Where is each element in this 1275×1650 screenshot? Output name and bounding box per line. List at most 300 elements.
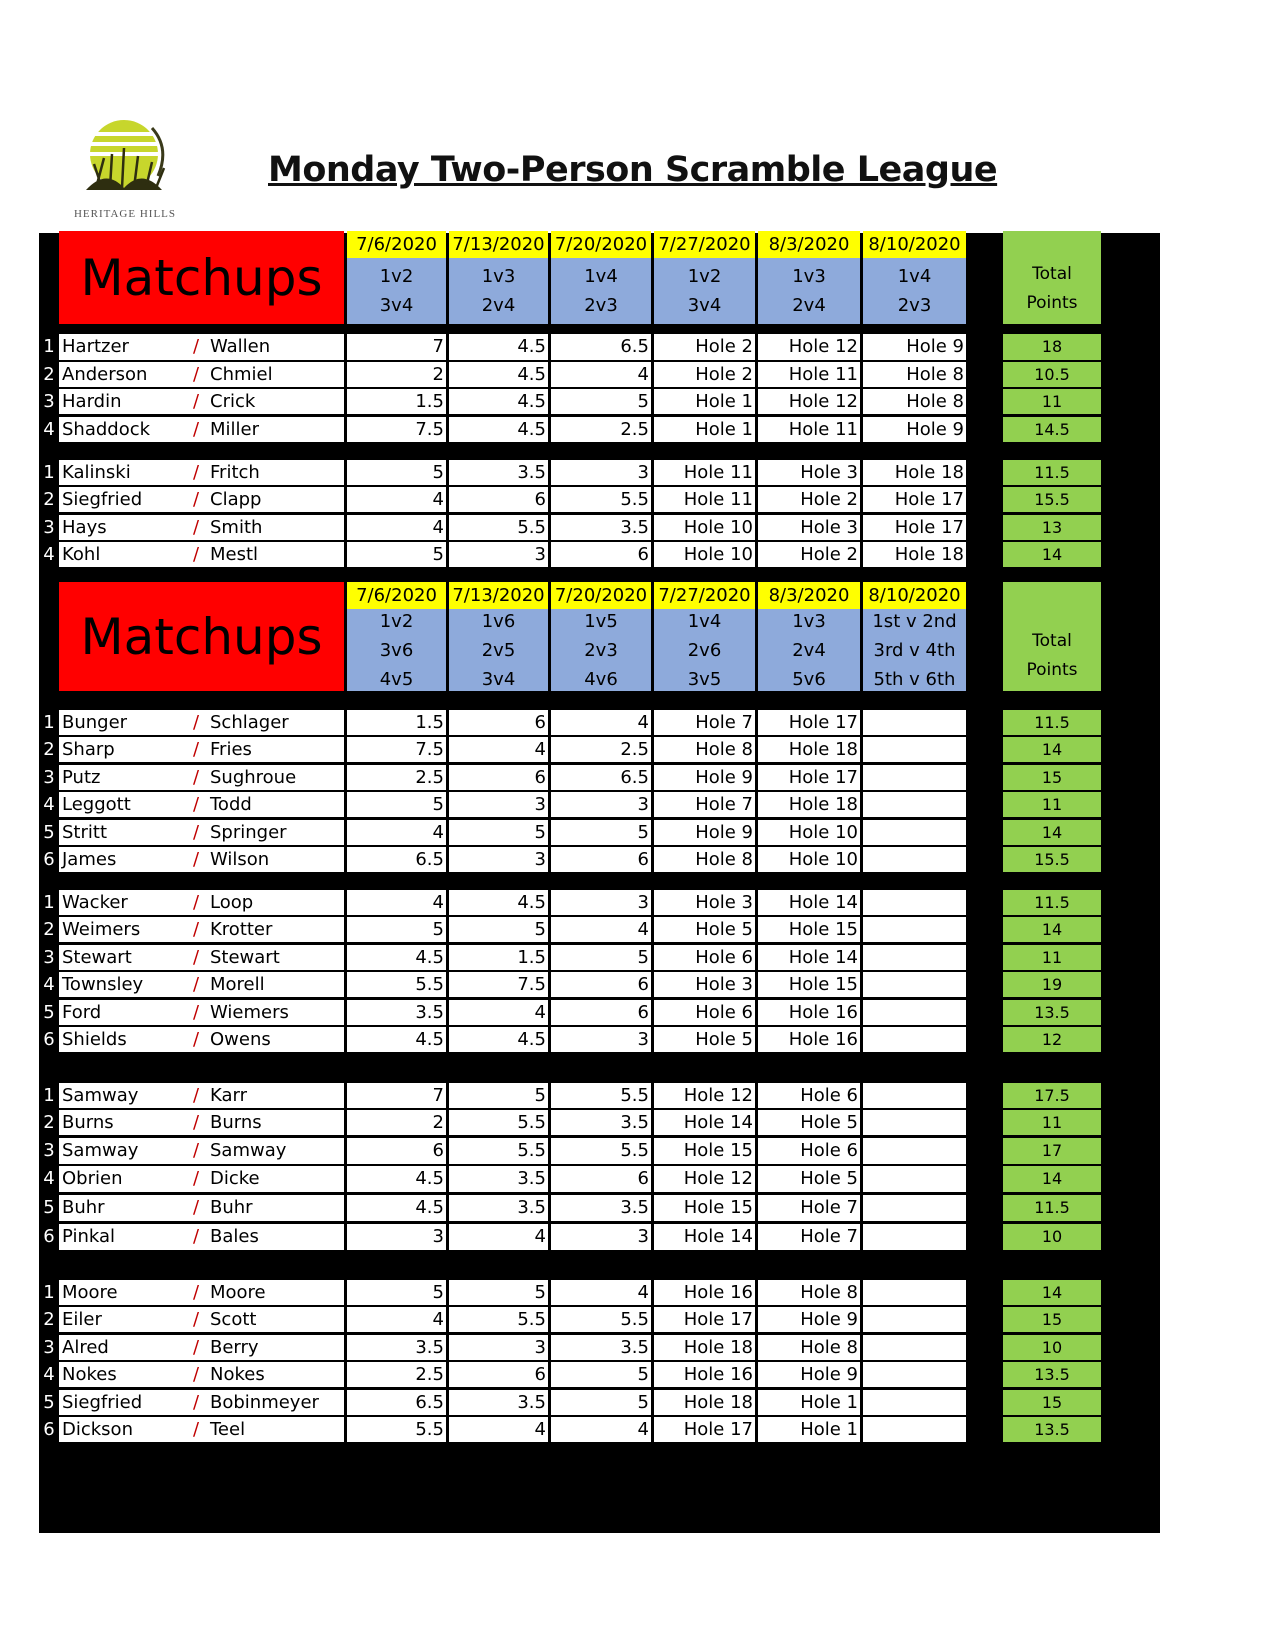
total-points: 11 bbox=[1003, 945, 1101, 970]
player-one: Siegfried bbox=[59, 1390, 185, 1415]
pairing: 1st v 2nd bbox=[872, 610, 957, 632]
pairing: 1v5 bbox=[584, 610, 618, 632]
week-result bbox=[863, 1083, 966, 1108]
week-result bbox=[863, 1335, 966, 1360]
week-result: 4 bbox=[449, 1000, 548, 1025]
week-result: 2.5 bbox=[551, 737, 651, 762]
week-result: 5 bbox=[347, 542, 446, 567]
total-points: 15 bbox=[1003, 1390, 1101, 1415]
total-points-label: Total bbox=[1032, 264, 1072, 284]
week-result: Hole 8 bbox=[654, 737, 755, 762]
week-result: 2.5 bbox=[347, 765, 446, 790]
player-two: Springer bbox=[207, 820, 344, 845]
week-result: 7.5 bbox=[347, 417, 446, 442]
slash-separator: / bbox=[185, 1390, 207, 1415]
slash-separator: / bbox=[185, 334, 207, 360]
week-result bbox=[863, 972, 966, 997]
week-result: Hole 9 bbox=[654, 765, 755, 790]
player-one: Samway bbox=[59, 1083, 185, 1108]
week-result bbox=[863, 1307, 966, 1332]
player-two: Mestl bbox=[207, 542, 344, 567]
week-result: 3.5 bbox=[449, 1195, 548, 1221]
total-points: 15.5 bbox=[1003, 847, 1101, 872]
total-points: 13.5 bbox=[1003, 1417, 1101, 1442]
week-result: Hole 3 bbox=[758, 515, 860, 540]
week-result: 6.5 bbox=[347, 1390, 446, 1415]
week-result: 5 bbox=[449, 820, 548, 845]
week-result: Hole 11 bbox=[654, 460, 755, 485]
team-number: 6 bbox=[43, 1418, 55, 1440]
week-result: 7.5 bbox=[347, 737, 446, 762]
week-result: 6.5 bbox=[347, 847, 446, 872]
week-result: Hole 8 bbox=[654, 847, 755, 872]
week-pairings bbox=[654, 609, 755, 691]
team-number: 1 bbox=[43, 336, 55, 357]
week-result: Hole 17 bbox=[758, 765, 860, 790]
week-date: 8/3/2020 bbox=[758, 582, 860, 609]
week-result: 3.5 bbox=[449, 460, 548, 485]
slash-separator: / bbox=[185, 765, 207, 790]
pairing: 1v3 bbox=[792, 610, 826, 632]
slash-separator: / bbox=[185, 820, 207, 845]
pairing: 2v3 bbox=[584, 639, 618, 661]
total-points: 11 bbox=[1003, 792, 1101, 817]
week-result: Hole 9 bbox=[758, 1362, 860, 1387]
week-result: Hole 10 bbox=[758, 820, 860, 845]
week-result: 5.5 bbox=[449, 1110, 548, 1135]
pairing: 1v6 bbox=[481, 610, 516, 632]
week-result: 6 bbox=[347, 1138, 446, 1164]
week-result: 5.5 bbox=[551, 487, 651, 512]
team-number: 1 bbox=[43, 891, 55, 913]
week-date: 8/3/2020 bbox=[758, 231, 860, 258]
week-date: 7/20/2020 bbox=[551, 582, 651, 609]
week-result: 3.5 bbox=[551, 515, 651, 540]
week-result: 6 bbox=[449, 1362, 548, 1387]
week-result: 2 bbox=[347, 362, 446, 387]
week-date: 7/6/2020 bbox=[347, 231, 446, 258]
week-result: Hole 7 bbox=[758, 1195, 860, 1221]
week-result: 4.5 bbox=[449, 890, 548, 915]
week-result: 4 bbox=[347, 515, 446, 540]
pairing: 5th v 6th bbox=[873, 668, 956, 690]
total-points: 11 bbox=[1003, 389, 1101, 414]
player-one: Stritt bbox=[59, 820, 185, 845]
week-result: Hole 9 bbox=[863, 417, 966, 442]
week-result: Hole 10 bbox=[654, 542, 755, 567]
team-number: 4 bbox=[43, 543, 55, 565]
pairing: 2v4 bbox=[792, 639, 826, 661]
team-number: 2 bbox=[43, 1308, 55, 1330]
player-one: Stewart bbox=[59, 945, 185, 970]
week-result: Hole 14 bbox=[758, 945, 860, 970]
team-number: 2 bbox=[43, 918, 55, 940]
week-result: 5 bbox=[449, 1083, 548, 1108]
slash-separator: / bbox=[185, 792, 207, 817]
week-result bbox=[863, 945, 966, 970]
week-result: Hole 14 bbox=[654, 1224, 755, 1250]
player-one: Dickson bbox=[59, 1417, 185, 1442]
player-two: Krotter bbox=[207, 917, 344, 942]
week-date: 7/27/2020 bbox=[654, 582, 755, 609]
week-result: 4 bbox=[551, 710, 651, 735]
week-date: 7/27/2020 bbox=[654, 231, 755, 258]
total-points: 13.5 bbox=[1003, 1000, 1101, 1025]
player-one: Townsley bbox=[59, 972, 185, 997]
week-result: Hole 15 bbox=[758, 972, 860, 997]
slash-separator: / bbox=[185, 737, 207, 762]
week-result bbox=[863, 917, 966, 942]
week-result: Hole 6 bbox=[758, 1138, 860, 1164]
slash-separator: / bbox=[185, 1224, 207, 1250]
player-one: Leggott bbox=[59, 792, 185, 817]
week-date: 7/6/2020 bbox=[347, 582, 446, 609]
week-result: 4.5 bbox=[449, 417, 548, 442]
team-number: 6 bbox=[43, 1226, 55, 1247]
slash-separator: / bbox=[185, 945, 207, 970]
player-two: Todd bbox=[207, 792, 344, 817]
total-points: 11 bbox=[1003, 1110, 1101, 1135]
player-one: Hardin bbox=[59, 389, 185, 414]
week-result: 4.5 bbox=[449, 389, 548, 414]
week-result: 5.5 bbox=[347, 972, 446, 997]
week-result: Hole 8 bbox=[863, 362, 966, 387]
player-one: Hartzer bbox=[59, 334, 185, 360]
week-pairings bbox=[863, 609, 966, 691]
week-result: Hole 17 bbox=[654, 1417, 755, 1442]
week-result: Hole 7 bbox=[654, 710, 755, 735]
week-result bbox=[863, 1362, 966, 1387]
player-two: Loop bbox=[207, 890, 344, 915]
slash-separator: / bbox=[185, 1362, 207, 1387]
week-result: 6 bbox=[551, 1166, 651, 1192]
total-points: 11.5 bbox=[1003, 1195, 1101, 1221]
week-result: 5 bbox=[347, 1280, 446, 1305]
week-result: Hole 18 bbox=[863, 542, 966, 567]
player-one: Buhr bbox=[59, 1195, 185, 1221]
week-pairings bbox=[863, 258, 966, 324]
player-one: Anderson bbox=[59, 362, 185, 387]
week-result: Hole 17 bbox=[863, 487, 966, 512]
week-result: 2.5 bbox=[347, 1362, 446, 1387]
week-result: 6.5 bbox=[551, 765, 651, 790]
total-points-label: Points bbox=[1026, 660, 1078, 680]
player-one: Kohl bbox=[59, 542, 185, 567]
player-two: Bales bbox=[207, 1224, 344, 1250]
pairing: 2v3 bbox=[584, 295, 618, 316]
week-result: Hole 3 bbox=[758, 460, 860, 485]
total-points: 14 bbox=[1003, 542, 1101, 567]
week-pairings bbox=[347, 258, 446, 324]
week-result: 4.5 bbox=[449, 362, 548, 387]
pairing: 3v4 bbox=[687, 295, 722, 316]
slash-separator: / bbox=[185, 917, 207, 942]
week-result: 4 bbox=[551, 1417, 651, 1442]
team-number: 1 bbox=[43, 711, 55, 733]
player-two: Smith bbox=[207, 515, 344, 540]
week-result bbox=[863, 1280, 966, 1305]
player-two: Berry bbox=[207, 1335, 344, 1360]
week-result: 3.5 bbox=[551, 1195, 651, 1221]
player-one: Samway bbox=[59, 1138, 185, 1164]
team-number: 4 bbox=[43, 418, 55, 440]
team-number: 1 bbox=[43, 1084, 55, 1106]
logo-text: HERITAGE HILLS bbox=[73, 208, 177, 220]
team-number: 4 bbox=[43, 793, 55, 815]
week-result bbox=[863, 1110, 966, 1135]
player-two: Samway bbox=[207, 1138, 344, 1164]
player-one: Sharp bbox=[59, 737, 185, 762]
slash-separator: / bbox=[185, 542, 207, 567]
pairing: 1v2 bbox=[687, 266, 722, 287]
total-points: 14.5 bbox=[1003, 417, 1101, 442]
team-number: 4 bbox=[43, 1168, 55, 1189]
player-one: Wacker bbox=[59, 890, 185, 915]
slash-separator: / bbox=[185, 1280, 207, 1305]
pairing: 3v4 bbox=[481, 668, 516, 690]
week-result: 3.5 bbox=[347, 1335, 446, 1360]
pairing: 3rd v 4th bbox=[873, 639, 956, 661]
week-result: Hole 18 bbox=[758, 792, 860, 817]
player-two: Dicke bbox=[207, 1166, 344, 1192]
week-result: Hole 10 bbox=[758, 847, 860, 872]
week-result: 3 bbox=[347, 1224, 446, 1250]
week-result: 3 bbox=[449, 1335, 548, 1360]
team-number: 2 bbox=[43, 738, 55, 760]
player-one: Kalinski bbox=[59, 460, 185, 485]
week-result: 1.5 bbox=[449, 945, 548, 970]
pairing: 2v6 bbox=[687, 639, 722, 661]
player-one: Alred bbox=[59, 1335, 185, 1360]
total-points: 19 bbox=[1003, 972, 1101, 997]
week-result: Hole 16 bbox=[758, 1027, 860, 1052]
week-result: Hole 9 bbox=[654, 820, 755, 845]
pairing: 3v5 bbox=[687, 668, 722, 690]
total-points: 14 bbox=[1003, 917, 1101, 942]
week-result bbox=[863, 792, 966, 817]
week-result: Hole 18 bbox=[758, 737, 860, 762]
week-result: 3 bbox=[449, 792, 548, 817]
team-number: 5 bbox=[43, 1197, 55, 1218]
week-result: 6.5 bbox=[551, 334, 651, 360]
week-result: 5.5 bbox=[347, 1417, 446, 1442]
total-points: 17 bbox=[1003, 1138, 1101, 1164]
week-result bbox=[863, 1000, 966, 1025]
team-number: 6 bbox=[43, 1028, 55, 1050]
week-result: 4 bbox=[347, 1307, 446, 1332]
player-one: Ford bbox=[59, 1000, 185, 1025]
player-one: Siegfried bbox=[59, 487, 185, 512]
week-result bbox=[863, 1390, 966, 1415]
week-result: 5.5 bbox=[449, 515, 548, 540]
player-two: Fritch bbox=[207, 460, 344, 485]
week-result bbox=[863, 765, 966, 790]
total-points: 14 bbox=[1003, 1280, 1101, 1305]
team-number: 4 bbox=[43, 973, 55, 995]
week-result: 7 bbox=[347, 1083, 446, 1108]
matchups-label: Matchups bbox=[59, 582, 344, 691]
slash-separator: / bbox=[185, 362, 207, 387]
league-table bbox=[39, 233, 1160, 1533]
total-points: 11.5 bbox=[1003, 890, 1101, 915]
week-result: 6 bbox=[449, 487, 548, 512]
slash-separator: / bbox=[185, 847, 207, 872]
week-date: 8/10/2020 bbox=[863, 231, 966, 258]
week-result: Hole 8 bbox=[758, 1335, 860, 1360]
week-result: 3 bbox=[551, 792, 651, 817]
week-result: Hole 14 bbox=[654, 1110, 755, 1135]
week-result: Hole 2 bbox=[654, 362, 755, 387]
slash-separator: / bbox=[185, 1307, 207, 1332]
total-points: 15 bbox=[1003, 765, 1101, 790]
week-result bbox=[863, 1417, 966, 1442]
player-two: Burns bbox=[207, 1110, 344, 1135]
week-result bbox=[863, 710, 966, 735]
week-result: Hole 17 bbox=[863, 515, 966, 540]
week-result: Hole 1 bbox=[654, 417, 755, 442]
total-points: 10.5 bbox=[1003, 362, 1101, 387]
week-result: Hole 14 bbox=[758, 890, 860, 915]
week-result: Hole 18 bbox=[654, 1335, 755, 1360]
week-result: Hole 11 bbox=[758, 417, 860, 442]
pairing: 2v3 bbox=[897, 295, 932, 316]
week-result: 7 bbox=[347, 334, 446, 360]
player-two: Karr bbox=[207, 1083, 344, 1108]
player-two: Clapp bbox=[207, 487, 344, 512]
week-result: 5 bbox=[551, 945, 651, 970]
week-result: Hole 18 bbox=[863, 460, 966, 485]
player-two: Owens bbox=[207, 1027, 344, 1052]
pairing: 1v4 bbox=[584, 266, 618, 287]
player-one: Weimers bbox=[59, 917, 185, 942]
total-points-header bbox=[1003, 231, 1101, 324]
matchups-label: Matchups bbox=[59, 231, 344, 324]
week-result: Hole 15 bbox=[758, 917, 860, 942]
player-two: Schlager bbox=[207, 710, 344, 735]
week-result: Hole 5 bbox=[654, 1027, 755, 1052]
pairing: 2v5 bbox=[481, 639, 516, 661]
player-one: James bbox=[59, 847, 185, 872]
week-result: 5 bbox=[449, 917, 548, 942]
week-result: 4.5 bbox=[347, 1027, 446, 1052]
total-points: 14 bbox=[1003, 820, 1101, 845]
week-result: 4.5 bbox=[347, 1166, 446, 1192]
player-two: Bobinmeyer bbox=[207, 1390, 344, 1415]
week-pairings bbox=[758, 258, 860, 324]
slash-separator: / bbox=[185, 1000, 207, 1025]
week-result: 4 bbox=[551, 917, 651, 942]
week-result: 5 bbox=[551, 820, 651, 845]
week-result: Hole 16 bbox=[654, 1362, 755, 1387]
slash-separator: / bbox=[185, 1110, 207, 1135]
week-pairings bbox=[449, 609, 548, 691]
week-result: 4 bbox=[551, 362, 651, 387]
week-result: 6 bbox=[449, 710, 548, 735]
slash-separator: / bbox=[185, 389, 207, 414]
week-result bbox=[863, 1166, 966, 1192]
week-result: 5 bbox=[449, 1280, 548, 1305]
week-result bbox=[863, 1138, 966, 1164]
player-two: Crick bbox=[207, 389, 344, 414]
team-number: 3 bbox=[43, 766, 55, 788]
week-result: 1.5 bbox=[347, 389, 446, 414]
week-result: Hole 6 bbox=[758, 1083, 860, 1108]
week-result: Hole 5 bbox=[758, 1110, 860, 1135]
team-number: 3 bbox=[43, 516, 55, 538]
slash-separator: / bbox=[185, 1083, 207, 1108]
week-result: Hole 16 bbox=[758, 1000, 860, 1025]
week-result: Hole 17 bbox=[758, 710, 860, 735]
week-result: Hole 15 bbox=[654, 1138, 755, 1164]
week-result: Hole 15 bbox=[654, 1195, 755, 1221]
week-result: 5.5 bbox=[551, 1138, 651, 1164]
week-result: Hole 2 bbox=[654, 334, 755, 360]
team-number: 1 bbox=[43, 461, 55, 483]
week-result: Hole 12 bbox=[654, 1083, 755, 1108]
week-result: 4 bbox=[551, 1280, 651, 1305]
total-points: 14 bbox=[1003, 737, 1101, 762]
total-points-header bbox=[1003, 582, 1101, 691]
player-one: Burns bbox=[59, 1110, 185, 1135]
week-result: Hole 12 bbox=[758, 334, 860, 360]
pairing: 2v4 bbox=[792, 295, 826, 316]
week-result: 4 bbox=[449, 737, 548, 762]
week-result: 6 bbox=[551, 542, 651, 567]
week-result: 4.5 bbox=[449, 1027, 548, 1052]
total-points: 12 bbox=[1003, 1027, 1101, 1052]
week-result: Hole 18 bbox=[654, 1390, 755, 1415]
week-result: 5.5 bbox=[449, 1307, 548, 1332]
week-result: 4 bbox=[449, 1224, 548, 1250]
week-result: 3 bbox=[449, 542, 548, 567]
team-number: 2 bbox=[43, 363, 55, 385]
player-one: Shaddock bbox=[59, 417, 185, 442]
pairing: 4v5 bbox=[379, 668, 414, 690]
week-result bbox=[863, 847, 966, 872]
week-result bbox=[863, 820, 966, 845]
week-result: 5 bbox=[347, 792, 446, 817]
week-result: Hole 5 bbox=[654, 917, 755, 942]
player-two: Morell bbox=[207, 972, 344, 997]
week-result: Hole 7 bbox=[654, 792, 755, 817]
total-points: 13 bbox=[1003, 515, 1101, 540]
week-result: 5.5 bbox=[449, 1138, 548, 1164]
week-result: 4 bbox=[347, 487, 446, 512]
week-result: 4.5 bbox=[347, 1195, 446, 1221]
total-points: 15 bbox=[1003, 1307, 1101, 1332]
week-pairings bbox=[449, 258, 548, 324]
total-points-label: Points bbox=[1026, 293, 1078, 313]
week-result: 3 bbox=[551, 1027, 651, 1052]
team-number: 5 bbox=[43, 1391, 55, 1413]
slash-separator: / bbox=[185, 1195, 207, 1221]
week-result: Hole 9 bbox=[758, 1307, 860, 1332]
week-result: Hole 2 bbox=[758, 487, 860, 512]
player-one: Bunger bbox=[59, 710, 185, 735]
week-result: 7.5 bbox=[449, 972, 548, 997]
total-points: 15.5 bbox=[1003, 487, 1101, 512]
week-result: 4.5 bbox=[347, 945, 446, 970]
week-result: Hole 10 bbox=[654, 515, 755, 540]
week-result: Hole 1 bbox=[654, 389, 755, 414]
slash-separator: / bbox=[185, 1138, 207, 1164]
week-result: 3.5 bbox=[449, 1166, 548, 1192]
player-one: Obrien bbox=[59, 1166, 185, 1192]
week-result: Hole 11 bbox=[654, 487, 755, 512]
week-result bbox=[863, 1195, 966, 1221]
week-result: Hole 1 bbox=[758, 1417, 860, 1442]
week-pairings bbox=[758, 609, 860, 691]
